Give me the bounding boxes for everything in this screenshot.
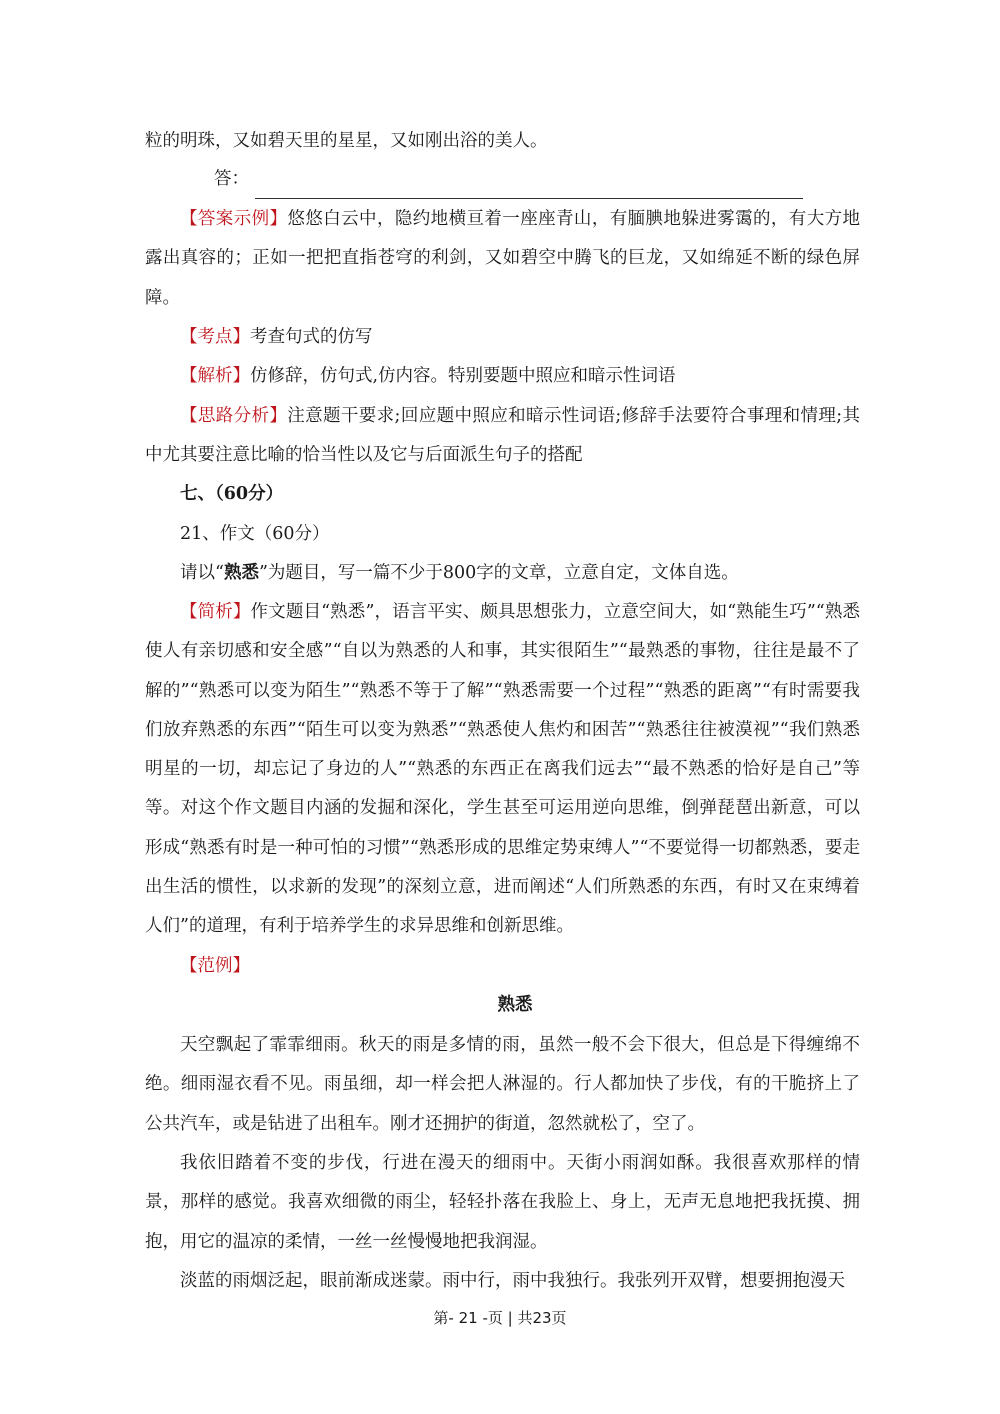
essay-paragraph-3: 淡蓝的雨烟泛起，眼前渐成迷蒙。雨中行，雨中我独行。我张列开双臂，想要拥抱漫天 (180, 1271, 845, 1291)
question-21: 21、作文（60分） (180, 524, 330, 544)
essay-paragraph-1: 天空飘起了霏霏细雨。秋天的雨是多情的雨，虽然一般不会下很大，但总是下得缠绵不绝。细雨湿衣看不见。雨虽细，却一样会把人淋湿的。行人都加快了步伐，有的干脆挤上了公共汽车，或是钻进了出租车。刚才还拥护的街道，忽然就松了，空了。 (145, 1035, 860, 1134)
answer-label: 答： (214, 169, 249, 189)
jianxi-text: 作文题目“熟悉”，语言平实、颇具思想张力，立意空间大，如“熟能生巧”“熟悉使人有亲切感和安全感”“自以为熟悉的人和事，其实很陌生”“最熟悉的事物，往往是最不了解的”“熟悉可以变为陌生”“熟悉不等于了解”“熟悉需要一个过程”“熟悉的距离”“有时需要我们放弃熟悉的东西”“陌生可以变为熟悉”“熟悉使人焦灼和困苦”“熟悉往往被漠视”“我们熟悉明星的一切，却忘记了身边的人”“熟悉的东西正在离我们远去”“最不熟悉的恰好是自己”等等。对这个作文题目内涵的发掘和深化，学生甚至可运用逆向思维，倒弹琵琶出新意，可以形成“熟悉有时是一种可怕的习惯”“熟悉形成的思维定势束缚人”“不要觉得一切都熟悉，要走出生活的惯性，以求新的发现”的深刻立意，进而阐述“人们所熟悉的东西，有时又在束缚着人们”的道理，有利于培养学生的求异思维和创新思维。 (145, 602, 861, 937)
prompt-after: ”为题目，写一篇不少于800字的文章，立意自定，文体自选。 (258, 563, 739, 583)
answer-example-tag: 【答案示例】 (180, 209, 288, 229)
jiexi (145, 357, 860, 396)
answer-blank (255, 176, 803, 199)
jiexi-text: 仿修辞，仿句式,仿内容。特别要题中照应和暗示性词语 (250, 366, 676, 386)
section-heading: 七、（60分） (180, 484, 284, 504)
continued-line: 粒的明珠，又如碧天里的星星，又如刚出浴的美人。 (145, 131, 548, 151)
prompt-before: 请以“ (180, 563, 224, 583)
essay-prompt (145, 554, 860, 593)
jiexi-tag: 【解析】 (180, 366, 250, 386)
kaodian-tag: 【考点】 (180, 327, 250, 347)
essay-title: 熟悉 (497, 995, 533, 1015)
answer-example (145, 200, 860, 318)
silu-tag: 【思路分析】 (180, 406, 288, 426)
page-footer: 第- 21 -页 | 共23页 (433, 1309, 567, 1327)
fanli-tag: 【范例】 (180, 956, 250, 976)
jianxi (145, 593, 860, 947)
fanli (145, 947, 860, 986)
answer-line (214, 160, 929, 199)
silu (145, 397, 860, 476)
jianxi-tag: 【简析】 (180, 602, 251, 622)
silu-text: 注意题干要求;回应题中照应和暗示性词语;修辞手法要符合事理和情理;其中尤其要注意比喻的恰当性以及它与后面派生句子的搭配 (145, 406, 861, 466)
answer-example-text: 悠悠白云中，隐约地横亘着一座座青山，有腼腆地躲进雾霭的，有大方地露出真容的；正如一把把直指苍穹的利剑，又如碧空中腾飞的巨龙，又如绵延不断的绿色屏障。 (145, 209, 861, 308)
kaodian-text: 考查句式的仿写 (250, 327, 373, 347)
kaodian (145, 318, 860, 357)
essay-paragraph-2: 我依旧踏着不变的步伐，行进在漫天的细雨中。天街小雨润如酥。我很喜欢那样的情景，那样的感觉。我喜欢细微的雨尘，轻轻扑落在我脸上、身上，无声无息地把我抚摸、拥抱，用它的温凉的柔情，一丝一丝慢慢地把我润湿。 (145, 1153, 860, 1252)
prompt-topic: 熟悉 (223, 563, 259, 583)
